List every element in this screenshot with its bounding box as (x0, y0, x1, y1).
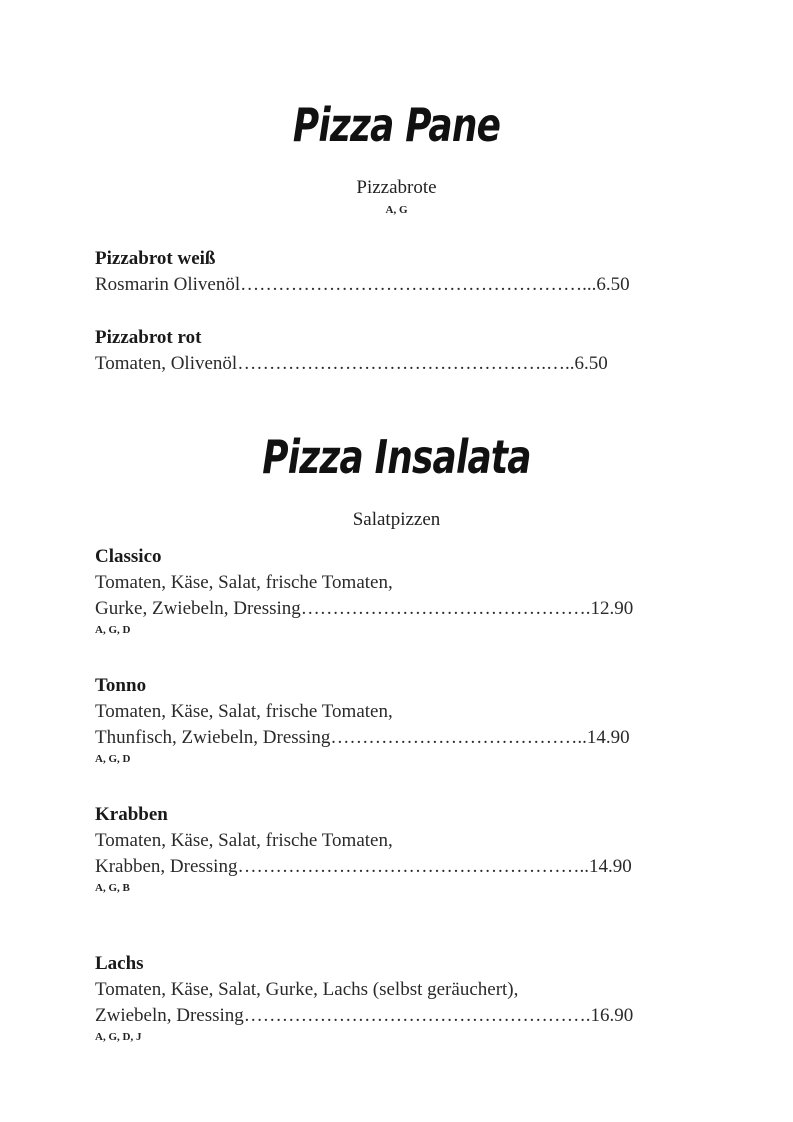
item-name: Pizzabrot weiß (95, 248, 216, 269)
section-title-pizza-insalata: Pizza Insalata (262, 430, 531, 484)
item-name: Krabben (95, 804, 168, 825)
item-name: Lachs (95, 953, 144, 974)
item-name: Tonno (95, 675, 147, 696)
menu-item-pizzabrot-weiss (95, 246, 705, 298)
item-description: Tomaten, Käse, Salat, frische Tomaten, (95, 701, 393, 722)
item-allergens: A, G, D, J (95, 1031, 142, 1043)
item-name: Classico (95, 546, 162, 567)
item-description: Tomaten, Käse, Salat, Gurke, Lachs (selbst geräuchert), (95, 979, 519, 1000)
item-name: Pizzabrot rot (95, 327, 202, 348)
item-allergens: A, G, D (95, 753, 131, 765)
item-description: Rosmarin Olivenöl………………………………………………...6.50 (95, 274, 630, 295)
menu-item-pizzabrot-rot (95, 325, 705, 377)
item-description: Tomaten, Käse, Salat, frische Tomaten, (95, 830, 393, 851)
section-subtitle-pizzabrote: Pizzabrote (356, 177, 437, 198)
item-allergens: A, G, D (95, 624, 131, 636)
menu-item-tonno (95, 673, 705, 766)
item-description: Tomaten, Käse, Salat, frische Tomaten, (95, 572, 393, 593)
item-allergens: A, G, B (95, 882, 130, 894)
item-description-price: Thunfisch, Zwiebeln, Dressing…………………………………..14.90 (95, 727, 630, 748)
menu-item-classico (95, 544, 705, 637)
item-description-price: Gurke, Zwiebeln, Dressing……………………………………….12.90 (95, 598, 634, 619)
menu-item-krabben (95, 802, 705, 895)
section-subtitle-salatpizzen: Salatpizzen (352, 509, 441, 530)
section-allergens: A, G (385, 204, 408, 216)
menu-item-lachs (95, 951, 705, 1044)
item-description: Tomaten, Olivenöl………………………………………….…..6.50 (95, 353, 608, 374)
item-description-price: Krabben, Dressing………………………………………………..14.90 (95, 856, 632, 877)
item-description-price: Zwiebeln, Dressing……………………………………………….16.90 (95, 1005, 634, 1026)
section-title-pizza-pane: Pizza Pane (292, 98, 501, 152)
